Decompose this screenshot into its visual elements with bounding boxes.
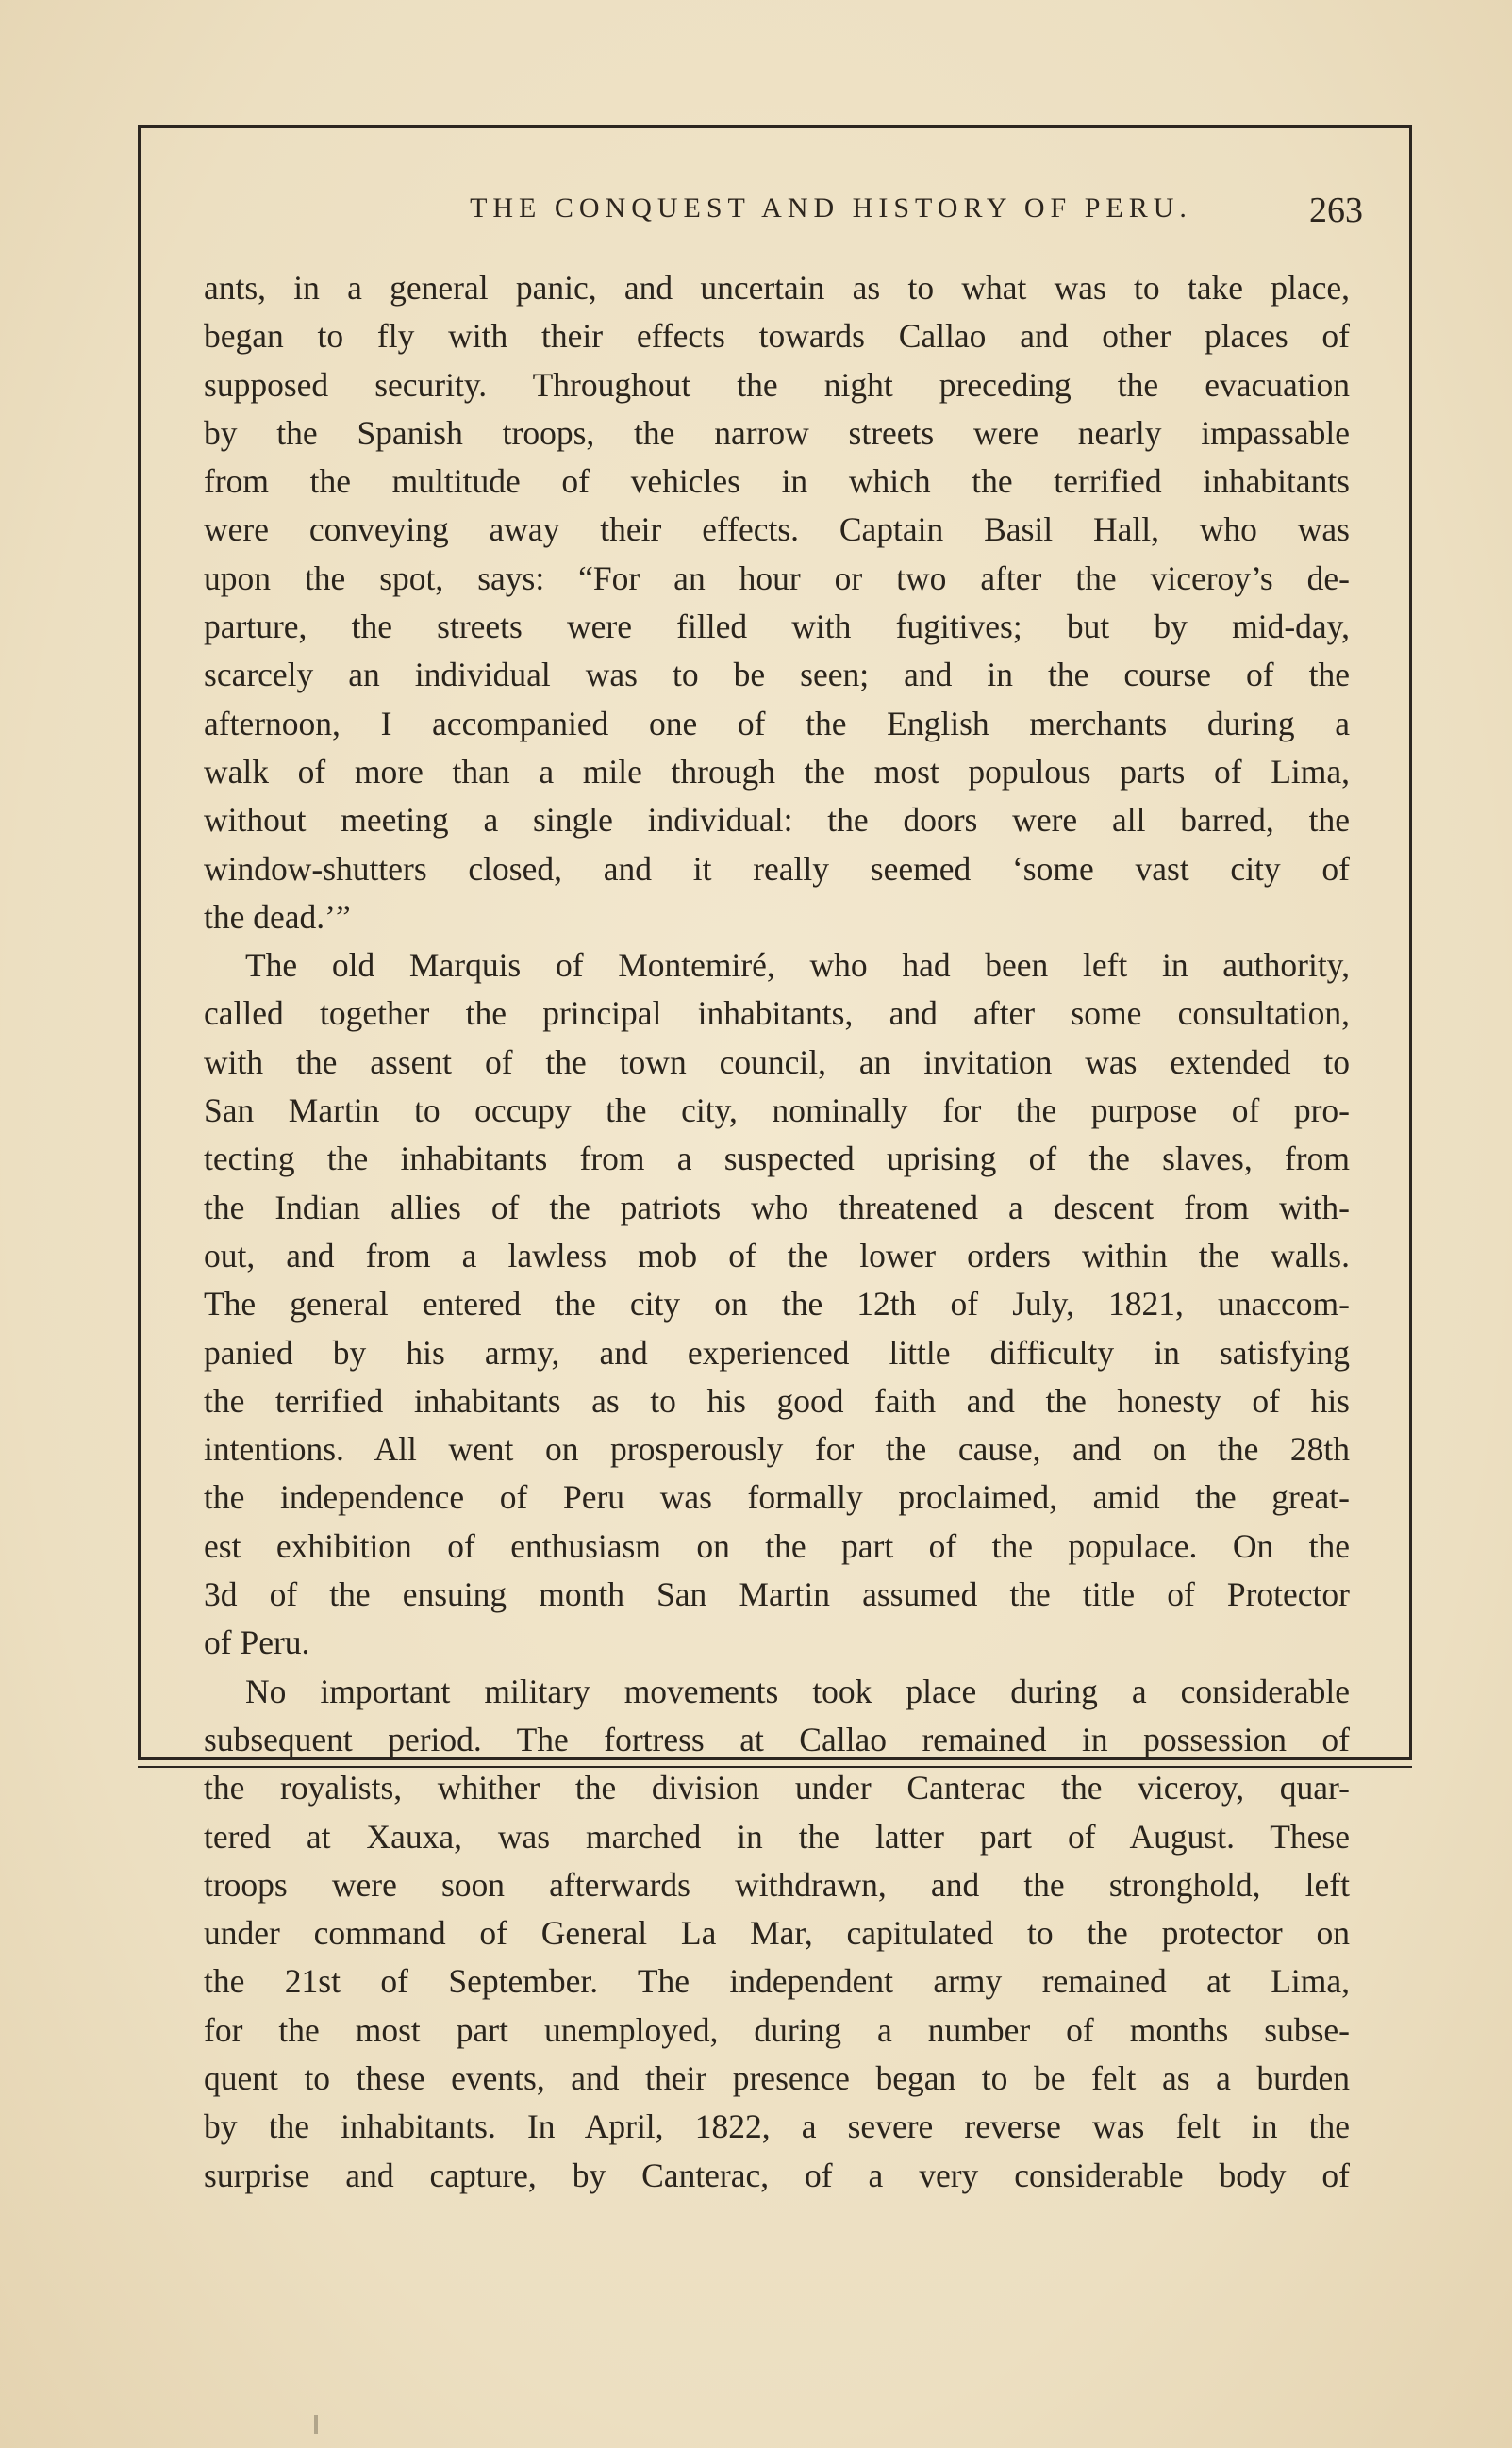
text-line: panied by his army, and experienced little difficulty in satisfying xyxy=(204,1333,1350,1372)
text-line: the dead.’” xyxy=(204,897,351,936)
text-line: scarcely an individual was to be seen; and in the course of the xyxy=(204,656,1350,694)
text-line: subsequent period. The fortress at Callao remained in possession of xyxy=(204,1720,1350,1758)
text-line: out, and from a lawless mob of the lower orders within the walls. xyxy=(204,1236,1350,1274)
text-line: parture, the streets were filled with fugitives; but by mid-day, xyxy=(204,608,1350,646)
text-line: without meeting a single individual: the doors were all barred, the xyxy=(204,801,1350,840)
text-line: San Martin to occupy the city, nominally for the purpose of pro- xyxy=(204,1091,1350,1130)
page-header xyxy=(138,190,1412,246)
text-line: the royalists, whither the division under Canterac the viceroy, quar- xyxy=(204,1769,1350,1807)
text-line: were conveying away their effects. Captain Basil Hall, who was xyxy=(204,510,1350,549)
text-line: tecting the inhabitants from a suspected uprising of the slaves, from xyxy=(204,1140,1350,1178)
text-line: surprise and capture, by Canterac, of a very considerable body of xyxy=(204,2156,1350,2194)
text-line: upon the spot, says: “For an hour or two after the viceroy’s de- xyxy=(204,558,1350,597)
text-line: intentions. All went on prosperously for the cause, and on the 28th xyxy=(204,1430,1350,1469)
text-line: quent to these events, and their presence began to be felt as a burden xyxy=(204,2058,1350,2097)
text-line: window-shutters closed, and it really seemed ‘some vast city of xyxy=(204,849,1350,888)
page-number: 263 xyxy=(1309,191,1363,230)
text-line: the 21st of September. The independent army remained at Lima, xyxy=(204,1962,1350,2001)
text-line: the terrified inhabitants as to his good faith and the honesty of his xyxy=(204,1381,1350,1420)
text-line: from the multitude of vehicles in which the terrified inhabitants xyxy=(204,462,1350,501)
text-line: est exhibition of enthusiasm on the part of the populace. On the xyxy=(204,1526,1350,1565)
text-line: began to fly with their effects towards Callao and other places of xyxy=(204,317,1350,356)
text-line: 3d of the ensuing month San Martin assumed the title of Protector xyxy=(204,1575,1350,1614)
text-line: for the most part unemployed, during a number of months subse- xyxy=(204,2010,1350,2049)
text-line: with the assent of the town council, an invitation was extended to xyxy=(204,1042,1350,1081)
text-line: troops were soon afterwards withdrawn, and the stronghold, left xyxy=(204,1865,1350,1904)
body-text xyxy=(204,264,1350,2200)
text-line: the Indian allies of the patriots who threatened a descent from with- xyxy=(204,1188,1350,1226)
text-line: The old Marquis of Montemiré, who had been left in authority, xyxy=(245,946,1350,985)
running-head: THE CONQUEST AND HISTORY OF PERU. xyxy=(470,192,1192,224)
text-line: tered at Xauxa, was marched in the latter part of August. These xyxy=(204,1817,1350,1856)
text-line: afternoon, I accompanied one of the English merchants during a xyxy=(204,704,1350,742)
text-line: of Peru. xyxy=(204,1624,310,1662)
text-line: by the Spanish troops, the narrow streets were nearly impassable xyxy=(204,413,1350,452)
text-line: called together the principal inhabitants, and after some consultation, xyxy=(204,994,1350,1033)
text-line: The general entered the city on the 12th of July, 1821, unaccom- xyxy=(204,1285,1350,1324)
text-line: ants, in a general panic, and uncertain as to what was to take place, xyxy=(204,269,1350,307)
text-line: the independence of Peru was formally proclaimed, amid the great- xyxy=(204,1478,1350,1517)
text-line: No important military movements took place during a considerable xyxy=(245,1672,1350,1710)
text-line: supposed security. Throughout the night preceding the evacuation xyxy=(204,365,1350,404)
text-line: under command of General La Mar, capitulated to the protector on xyxy=(204,1914,1350,1953)
text-line: walk of more than a mile through the most populous parts of Lima, xyxy=(204,752,1350,791)
page-smudge xyxy=(314,2415,318,2434)
text-line: by the inhabitants. In April, 1822, a severe reverse was felt in the xyxy=(204,2107,1350,2146)
